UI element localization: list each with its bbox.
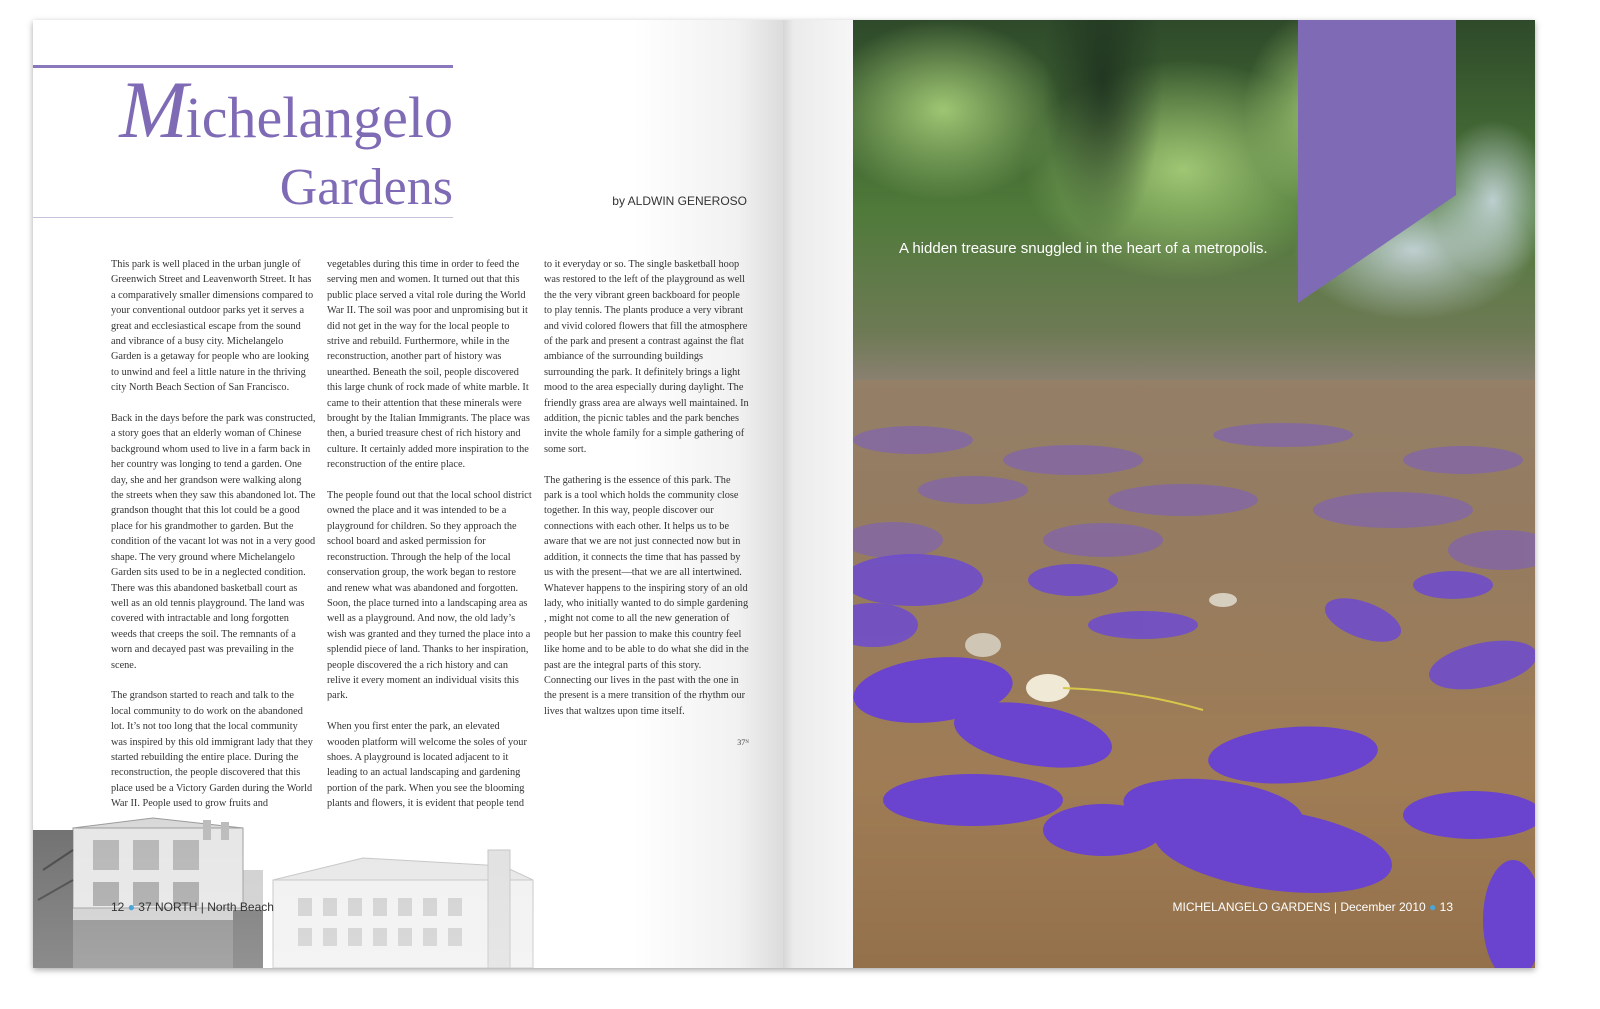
title-rule-top xyxy=(33,65,453,68)
paragraph: This park is well placed in the urban jungle of Greenwich Street and Leavenworth Street. It has a comparatively smaller dimensions compared to your conventional outdoor parks yet it serves a great and ecclesiastical escape from the sound and vibrance of a busy city. Michelangelo Garden is a getaway for people who are looking to unwind and feel a little nature in the thriving city North Beach Section of San Francisco. xyxy=(111,259,314,394)
folio-right xyxy=(1173,900,1454,914)
folio-left: 12 ● 37 NORTH | North Beach xyxy=(111,900,274,914)
title-rest: ichelangelo xyxy=(185,85,453,150)
article-title-line2: Gardens xyxy=(279,159,453,216)
title-initial: M xyxy=(119,64,186,155)
garden-petals-photo xyxy=(853,20,1535,968)
text-column-1 xyxy=(111,257,316,827)
bullet-dot-icon: ● xyxy=(127,900,135,914)
paragraph: The people found out that the local school district owned the place and it was intended to be a playground for children. So they approach the school board and asked permission for reconstruction. Through the help of the local conservation group, the work began to restore and renew what was abandoned and forgotten. Soon, the place turned into a landscaping area as well as a playground. And now, the old lady’s wish was granted and they turned the place into a splendid piece of land. Thanks to her inspiration, people discovered the a rich history and can relive it every moment an individual visits this park. xyxy=(327,490,532,702)
page-number-left: 12 xyxy=(111,900,125,914)
running-head: MICHELANGELO GARDENS | December 2010 xyxy=(1172,900,1426,914)
magazine-spread xyxy=(33,20,1535,968)
end-mark: 37ᴺ xyxy=(737,738,749,747)
magazine-name: 37 NORTH xyxy=(138,900,198,914)
paragraph: Back in the days before the park was constructed, a story goes that an elderly woman of Chinese background whom used to live in a farm back in her country was longing to tend a garden. One day, she and her grandson were walking along the streets when they saw this abandoned lot. The grandson thought that this lot could be a good place for his grandmother to garden. But the condition of the vacant lot was not in a very good shape. The very ground where Michelangelo Garden sits used to be in a neglected condition. There was this abandoned basketball court as well as an old tennis playground. The land was covered with intractable and long forgotten weeds that creeps the soil. The remnants of a worn and decayed past was prevailing in the scene. xyxy=(111,413,316,671)
text-column-3 xyxy=(544,257,749,735)
paragraph: vegetables during this time in order to feed the serving men and women. It turned out that this public place served a vital role during the World War II. The soil was poor and unpromising but it did not get in the way for the local people to strive and rebuild. Furthermore, while in the reconstruction, another part of history was unearthed. Beneath the soil, people discovered this large chunk of rock made of white marble. It came to their attention that these minerals were brought by the Italian Immigrants. The place was then, a buried treasure chest of rich history and culture. It certainly added more inspiration to the reconstruction of the entire place. xyxy=(327,259,530,471)
text-column-2 xyxy=(327,257,532,827)
right-page xyxy=(783,20,1535,968)
bullet-dot-icon: ● xyxy=(1429,900,1437,914)
byline: by ALDWIN GENEROSO xyxy=(612,194,747,208)
paragraph: When you first enter the park, an elevated wooden platform will welcome the soles of your shoes. A playground is located adjacent to it leading to an actual landscaping and gardening portion of the park. When you see the blooming plants and flowers, it is evident that people tend xyxy=(327,721,527,810)
photo-tagline: A hidden treasure snuggled in the heart of a metropolis. xyxy=(899,240,1268,257)
paragraph: The grandson started to reach and talk to the local community to do work on the abandoned lot. It’s not too long that the local community was inspired by this old immigrant lady that they started rebuilding the entire place. During the reconstruction, the people discovered that this place used be a Victory Garden during the World War II. People used to grow fruits and xyxy=(111,690,313,810)
gutter xyxy=(783,20,853,968)
left-page xyxy=(33,20,783,968)
section-name: North Beach xyxy=(207,900,274,914)
page-number-right: 13 xyxy=(1439,900,1453,914)
title-rule-bottom xyxy=(33,217,453,218)
paragraph: to it everyday or so. The single basketball hoop was restored to the left of the playground as well the the very vibrant green backboard for people to play tennis. The plants produce a very vibrant and vivid colored flowers that fill the atmosphere of the park and present a contrast against the flat ambiance of the surrounding buildings surrounding the park. It definitely brings a light mood to the area especially during daylight. The friendly grass area are always well maintained. In addition, the picnic tables and the park benches invite the whole family for a simple gathering of some sort. xyxy=(544,259,749,455)
paragraph: The gathering is the essence of this park. The park is a tool which holds the community close together. In this way, people discover our connections with each other. It helps us to be aware that we are not just connected now but in addition, it connects the time that has passed by us with the present—that we are all intertwined. Whatever happens to the inspiring story of an old lady, who initially wanted to do simple gardening , might not come to all the new generation of people but her passion to make this country feel like home and to be able to do what she did in the past are the integral parts of this story. Connecting our lives in the past with the one in the present is a mere transition of the rhythm our lives that waltzes upon time itself. xyxy=(544,474,749,717)
buildings-illustration xyxy=(33,810,553,968)
article-title-line1 xyxy=(119,64,453,155)
